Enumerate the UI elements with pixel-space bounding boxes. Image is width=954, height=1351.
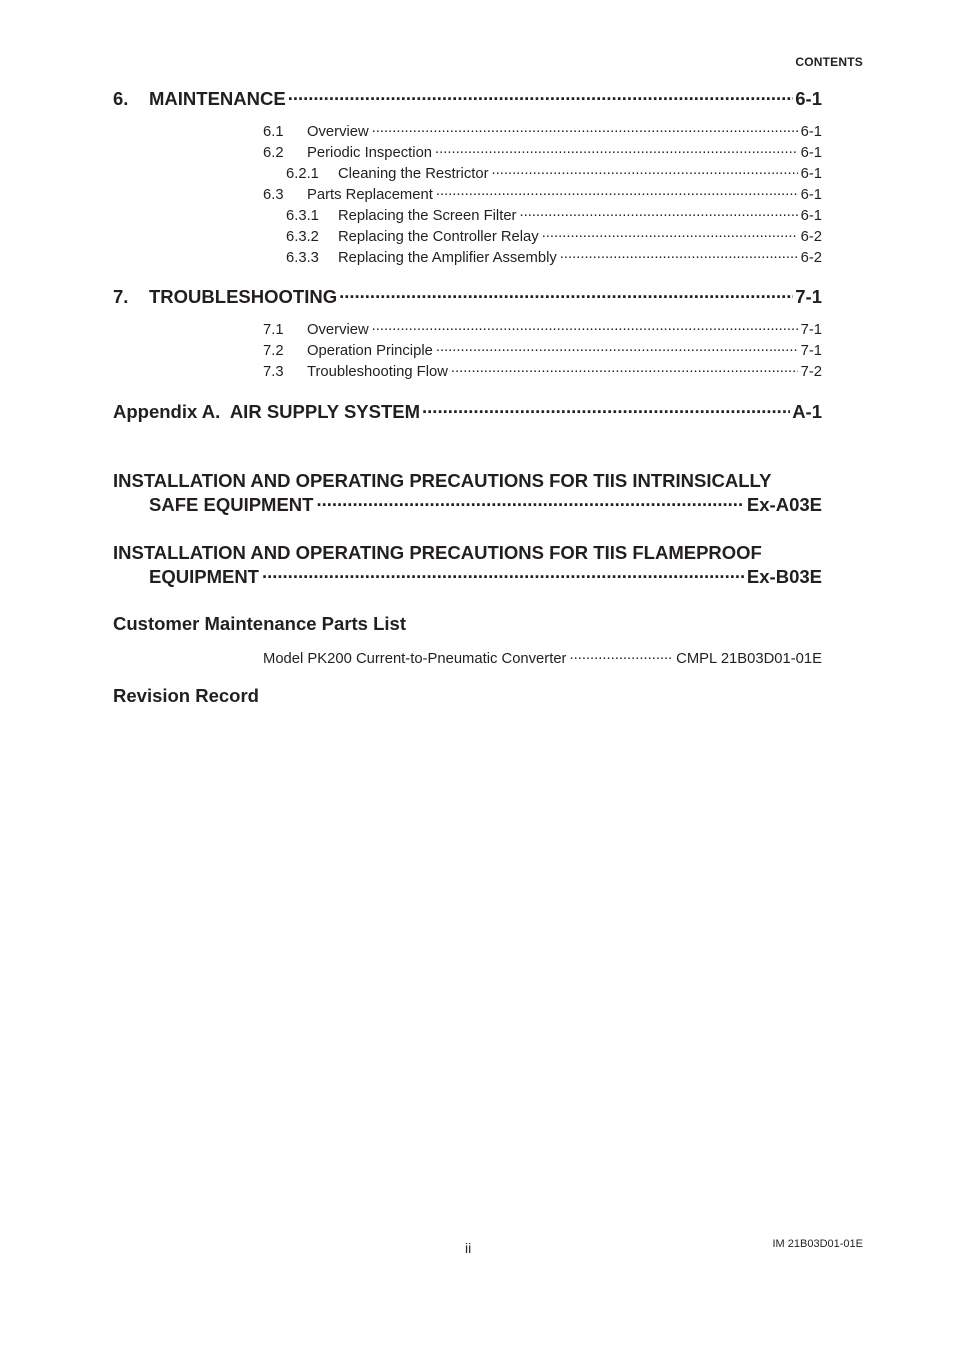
leader-dots — [519, 205, 797, 220]
toc-chapter-7[interactable] — [113, 284, 822, 308]
leader-dots — [492, 163, 798, 178]
parts-entry-title: Model PK200 Current-to-Pneumatic Converter — [263, 650, 567, 667]
entry-title: Replacing the Amplifier Assembly — [338, 249, 557, 266]
entry-title: Periodic Inspection — [307, 144, 433, 161]
entry-number: 6.3.1 — [286, 207, 319, 224]
leader-dots — [339, 284, 793, 303]
entry-title: Operation Principle — [307, 342, 433, 359]
chapter-title: TROUBLESHOOTING — [149, 285, 338, 307]
precaution-title-line2: SAFE EQUIPMENT — [149, 493, 314, 515]
entry-number: 6.2 — [263, 144, 284, 161]
chapter-title: MAINTENANCE — [149, 87, 286, 109]
toc-precautions-flameproof[interactable] — [113, 542, 822, 588]
toc-entry-7-2[interactable] — [263, 340, 822, 359]
entry-page: 6-1 — [800, 186, 822, 203]
entry-title: Overview — [307, 321, 369, 338]
toc-parts-list-heading[interactable]: Customer Maintenance Parts List — [113, 613, 406, 634]
toc-entry-6-3-3[interactable] — [286, 247, 822, 266]
toc-entry-6-2-1[interactable] — [286, 163, 822, 182]
entry-page: 7-1 — [800, 342, 822, 359]
leader-dots — [372, 319, 798, 334]
precaution-line2 — [113, 564, 822, 588]
entry-title: Parts Replacement — [307, 186, 433, 203]
running-header: CONTENTS — [795, 55, 863, 69]
leader-dots — [436, 340, 798, 355]
document-id: IM 21B03D01-01E — [772, 1238, 863, 1250]
entry-title: Replacing the Controller Relay — [338, 228, 539, 245]
page-number: ii — [465, 1240, 472, 1256]
leader-dots — [262, 564, 744, 583]
entry-number: 7.2 — [263, 342, 284, 359]
leader-dots — [288, 86, 794, 105]
leader-dots — [542, 226, 798, 241]
toc-entry-6-2[interactable] — [263, 142, 822, 161]
chapter-number: 7. — [113, 285, 129, 307]
leader-dots — [436, 184, 798, 199]
toc-entry-6-3-1[interactable] — [286, 205, 822, 224]
parts-entry-page: CMPL 21B03D01-01E — [676, 650, 822, 667]
entry-page: 7-2 — [800, 363, 822, 380]
entry-number: 6.1 — [263, 123, 284, 140]
precaution-page: Ex-A03E — [746, 493, 822, 515]
entry-page: 6-1 — [800, 165, 822, 182]
leader-dots — [422, 399, 790, 418]
leader-dots — [435, 142, 798, 157]
entry-page: 6-1 — [800, 123, 822, 140]
entry-page: 7-1 — [800, 321, 822, 338]
chapter-number: 6. — [113, 87, 129, 109]
entry-number: 6.3.2 — [286, 228, 319, 245]
toc-revision-record[interactable]: Revision Record — [113, 685, 259, 706]
entry-title: Replacing the Screen Filter — [338, 207, 517, 224]
entry-title: Troubleshooting Flow — [307, 363, 448, 380]
leader-dots — [569, 648, 673, 663]
toc-entry-6-3[interactable] — [263, 184, 822, 203]
chapter-page: 7-1 — [795, 285, 822, 307]
precaution-page: Ex-B03E — [746, 565, 822, 587]
entry-number: 6.3 — [263, 186, 284, 203]
entry-page: 6-1 — [800, 144, 822, 161]
toc-appendix-a[interactable] — [113, 399, 822, 423]
toc-entry-6-3-2[interactable] — [286, 226, 822, 245]
precaution-title-line2: EQUIPMENT — [149, 565, 259, 587]
leader-dots — [372, 121, 798, 136]
entry-number: 6.3.3 — [286, 249, 319, 266]
appendix-page: A-1 — [792, 400, 822, 422]
entry-page: 6-2 — [800, 249, 822, 266]
entry-number: 7.3 — [263, 363, 284, 380]
toc-precautions-intrinsically-safe[interactable] — [113, 470, 822, 516]
entry-title: Overview — [307, 123, 369, 140]
toc-entry-7-1[interactable] — [263, 319, 822, 338]
leader-dots — [560, 247, 798, 262]
toc-entry-6-1[interactable] — [263, 121, 822, 140]
appendix-title: Appendix A. AIR SUPPLY SYSTEM — [113, 400, 421, 422]
toc-chapter-6[interactable] — [113, 86, 822, 110]
precaution-title-line1: INSTALLATION AND OPERATING PRECAUTIONS FOR TIIS INTRINSICALLY — [113, 470, 772, 491]
toc-entry-7-3[interactable] — [263, 361, 822, 380]
entry-title: Cleaning the Restrictor — [338, 165, 489, 182]
leader-dots — [451, 361, 798, 376]
precaution-line2 — [113, 492, 822, 516]
toc-parts-list-entry[interactable] — [263, 648, 822, 667]
entry-number: 7.1 — [263, 321, 284, 338]
precaution-title-line1: INSTALLATION AND OPERATING PRECAUTIONS FOR TIIS FLAMEPROOF — [113, 542, 762, 563]
entry-number: 6.2.1 — [286, 165, 319, 182]
entry-page: 6-1 — [800, 207, 822, 224]
entry-page: 6-2 — [800, 228, 822, 245]
chapter-page: 6-1 — [795, 87, 822, 109]
leader-dots — [316, 492, 743, 511]
